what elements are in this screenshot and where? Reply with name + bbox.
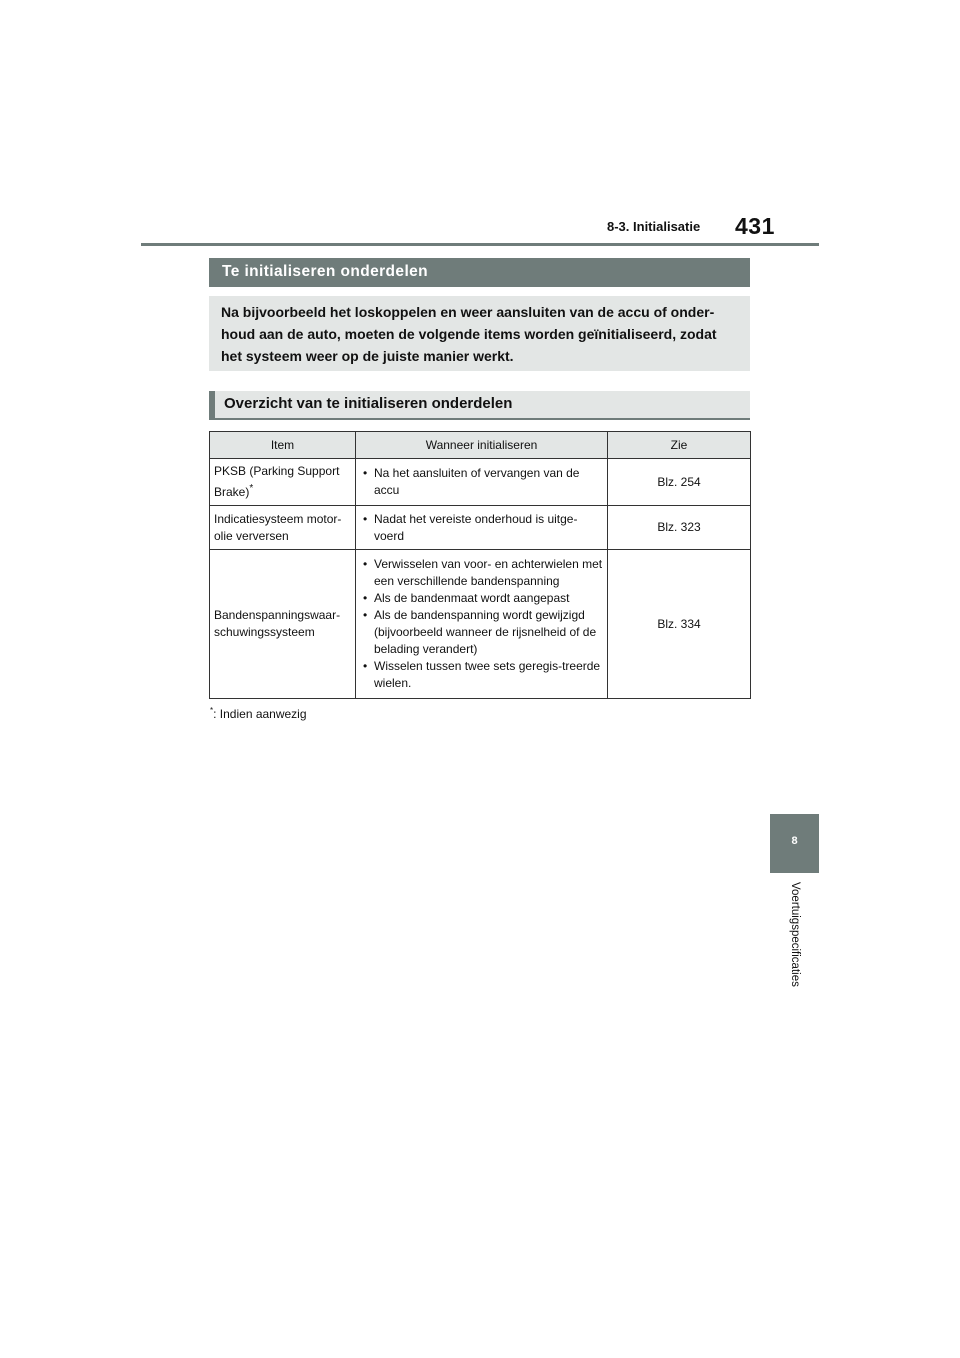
page-number: 431 xyxy=(735,213,775,239)
table-header-row xyxy=(210,432,751,459)
table-row xyxy=(210,550,751,699)
list-item: • Als de bandenspanning wordt gewijzigd (bijvoorbeeld wanneer de rijsnelheid of de belading verandert) xyxy=(360,607,603,658)
when-cell xyxy=(356,506,608,550)
item-text: PKSB (Parking Support Brake) xyxy=(214,464,340,499)
subsection-title: Overzicht van te initialiseren onderdelen xyxy=(224,395,513,412)
footnote xyxy=(210,706,307,721)
page-reference: Blz. 254 xyxy=(608,459,751,506)
page-reference: Blz. 323 xyxy=(608,506,751,550)
chapter-tab xyxy=(770,814,819,873)
subsection-accent xyxy=(209,391,215,420)
footnote-mark: * xyxy=(210,706,214,715)
header-divider xyxy=(141,243,819,246)
footnote-text: : Indien aanwezig xyxy=(213,707,307,721)
list-item: • Na het aansluiten of vervangen van de accu xyxy=(360,465,603,499)
list-item: • Nadat het vereiste onderhoud is uitge-voerd xyxy=(360,511,603,545)
intro-box xyxy=(209,296,750,371)
initialization-table xyxy=(209,431,751,699)
header-when: Wanneer initialiseren xyxy=(356,432,608,459)
section-title-bar xyxy=(209,258,750,287)
table-row xyxy=(210,459,751,506)
item-cell xyxy=(210,459,356,506)
when-cell xyxy=(356,459,608,506)
footnote-mark: * xyxy=(249,483,254,494)
chapter-number: 8 xyxy=(791,835,798,847)
header-item: Item xyxy=(210,432,356,459)
item-cell: Bandenspanningswaar-schuwingssysteem xyxy=(210,550,356,699)
list-item: • Als de bandenmaat wordt aangepast xyxy=(360,590,603,607)
chapter-label xyxy=(783,882,807,1012)
subsection-title-bar xyxy=(209,391,750,420)
chapter-label-text: Voertuigspecificaties xyxy=(789,882,801,987)
section-breadcrumb: 8-3. Initialisatie xyxy=(607,219,701,234)
intro-text: Na bijvoorbeeld het loskoppelen en weer aansluiten van de accu of onder-houd aan de auto, moeten de volgende items worden geïnitialiseerd, zodat het systeem weer op de juiste manier werkt. xyxy=(221,304,717,364)
table-row xyxy=(210,506,751,550)
when-cell xyxy=(356,550,608,699)
header-zie: Zie xyxy=(608,432,751,459)
list-item: • Verwisselen van voor- en achterwielen met een verschillende bandenspanning xyxy=(360,556,603,590)
section-title: Te initialiseren onderdelen xyxy=(222,263,429,280)
page-reference: Blz. 334 xyxy=(608,550,751,699)
item-cell: Indicatiesysteem motor-olie verversen xyxy=(210,506,356,550)
list-item: • Wisselen tussen twee sets geregis-treerde wielen. xyxy=(360,658,603,692)
